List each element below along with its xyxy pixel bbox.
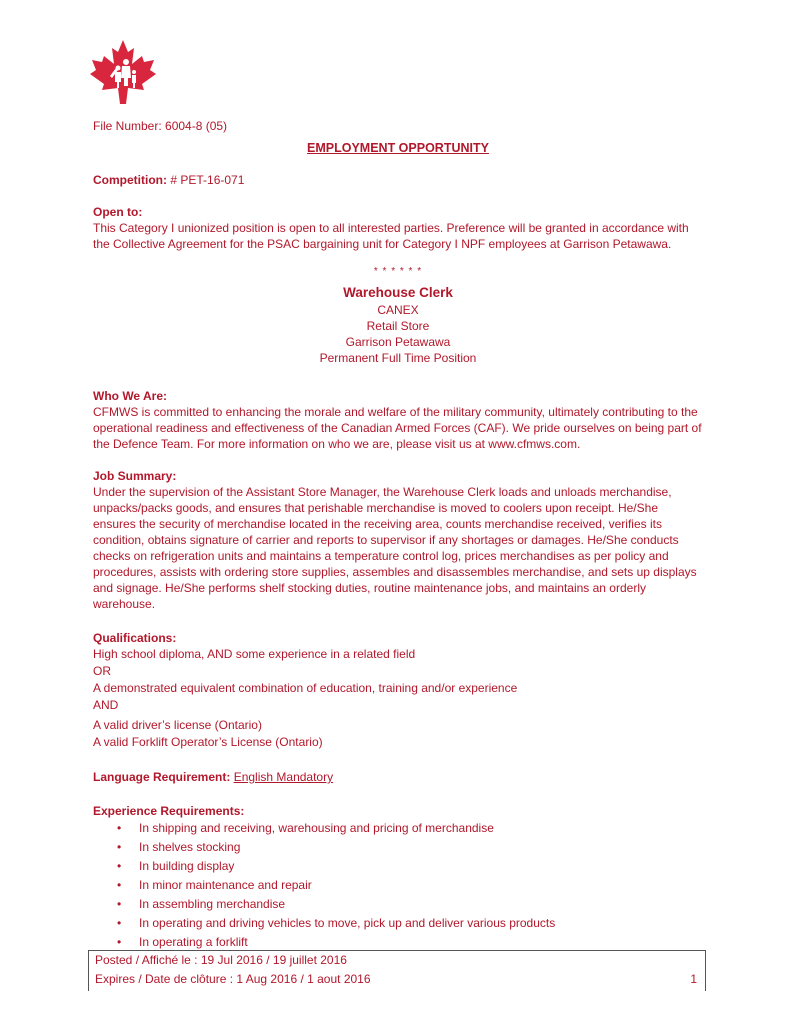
position-title: Warehouse Clerk — [343, 285, 453, 300]
expires-date: Expires / Date de clôture : 1 Aug 2016 / 1 aout 2016 — [95, 972, 371, 986]
list-item — [117, 895, 703, 914]
cfmws-maple-leaf-logo — [88, 38, 158, 108]
file-number: File Number: 6004-8 (05) — [93, 119, 228, 133]
maple-leaf-icon — [88, 38, 158, 108]
job-summary-text: Under the supervision of the Assistant Store Manager, the Warehouse Clerk loads and unloads merchandise, unpacks/packs goods, and ensures that perishable merchandise is moved to coolers upon receipt. He/She ensures the security of merchandise located in the receiving area, counts merchandise received, verifies its condition, obtains signature of carrier and reports to supervisor if any shortages or damages. He/She conducts checks on refrigeration units and maintains a temperature control log, prices merchandises as per policy and procedures, assists with ordering store supplies, assembles and disassembles merchandise, and sets up displays and signage. He/She performs shelf stocking duties, routine maintenance jobs, and maintains an orderly warehouse. — [93, 485, 697, 611]
qualifications-section — [93, 630, 703, 751]
qualification-line: OR — [93, 664, 111, 678]
job-summary-section — [93, 468, 703, 612]
bullet-icon: • — [117, 916, 122, 930]
open-to-text: This Category I unionized position is open to all interested parties. Preference will be granted in accordance with the Collective Agreement for the PSAC bargaining unit for Category I NPF employees at Garrison Petawawa. — [93, 221, 689, 251]
position-line: Retail Store — [366, 319, 430, 333]
bullet-icon: • — [117, 840, 122, 854]
job-summary-label: Job Summary: — [93, 469, 177, 483]
list-item-text: In assembling merchandise — [139, 897, 286, 911]
language-label: Language Requirement: — [93, 770, 231, 784]
qualification-line: AND — [93, 698, 119, 712]
expires-row — [89, 970, 705, 989]
bullet-icon: • — [117, 897, 122, 911]
position-line: Garrison Petawawa — [345, 335, 451, 349]
qualification-line: A valid driver’s license (Ontario) — [93, 718, 262, 732]
list-item-text: In shipping and receiving, warehousing and pricing of merchandise — [139, 821, 494, 835]
competition-value: # PET-16-071 — [167, 173, 245, 187]
qualification-line: High school diploma, AND some experience in a related field — [93, 647, 416, 661]
document-body — [93, 118, 703, 952]
competition-label: Competition: — [93, 173, 167, 187]
list-item-text: In building display — [139, 859, 235, 873]
bullet-icon: • — [117, 859, 122, 873]
bullet-icon: • — [117, 878, 122, 892]
list-item — [117, 838, 703, 857]
list-item-text: In minor maintenance and repair — [139, 878, 312, 892]
language-line — [93, 769, 703, 785]
page-title: EMPLOYMENT OPPORTUNITY — [307, 141, 489, 155]
open-to-label: Open to: — [93, 205, 143, 219]
separator-stars: * * * * * * — [373, 266, 423, 277]
posted-date: Posted / Affiché le : 19 Jul 2016 / 19 juillet 2016 — [95, 953, 347, 967]
list-item-text: In shelves stocking — [139, 840, 241, 854]
position-block — [93, 264, 703, 366]
qualification-line: A valid Forklift Operator’s License (Ontario) — [93, 735, 323, 749]
experience-label: Experience Requirements: — [93, 804, 245, 818]
experience-section — [93, 803, 703, 952]
qualifications-label: Qualifications: — [93, 631, 177, 645]
bullet-icon: • — [117, 821, 122, 835]
open-to-section — [93, 204, 703, 252]
list-item — [117, 876, 703, 895]
list-item — [117, 819, 703, 838]
who-we-are-section — [93, 388, 703, 452]
position-line: CANEX — [377, 303, 419, 317]
page-number: 1 — [690, 972, 697, 986]
list-item — [117, 857, 703, 876]
position-line: Permanent Full Time Position — [319, 351, 477, 365]
competition-line — [93, 172, 703, 188]
language-value: English Mandatory — [233, 770, 334, 784]
list-item-text: In operating a forklift — [139, 935, 248, 949]
who-we-are-label: Who We Are: — [93, 389, 167, 403]
experience-list — [93, 819, 703, 952]
list-item — [117, 914, 703, 933]
bullet-icon: • — [117, 935, 122, 949]
footer-box — [88, 950, 706, 991]
list-item-text: In operating and driving vehicles to move, pick up and deliver various products — [139, 916, 556, 930]
qualification-line: A demonstrated equivalent combination of education, training and/or experience — [93, 681, 518, 695]
who-we-are-text: CFMWS is committed to enhancing the morale and welfare of the military community, ultimately contributing to the operational readiness and effectiveness of the Canadian Armed Forces (CAF). We pride ourselves on being part of the Defence Team. For more information on who we are, please visit us at www.cfmws.com. — [93, 405, 702, 451]
